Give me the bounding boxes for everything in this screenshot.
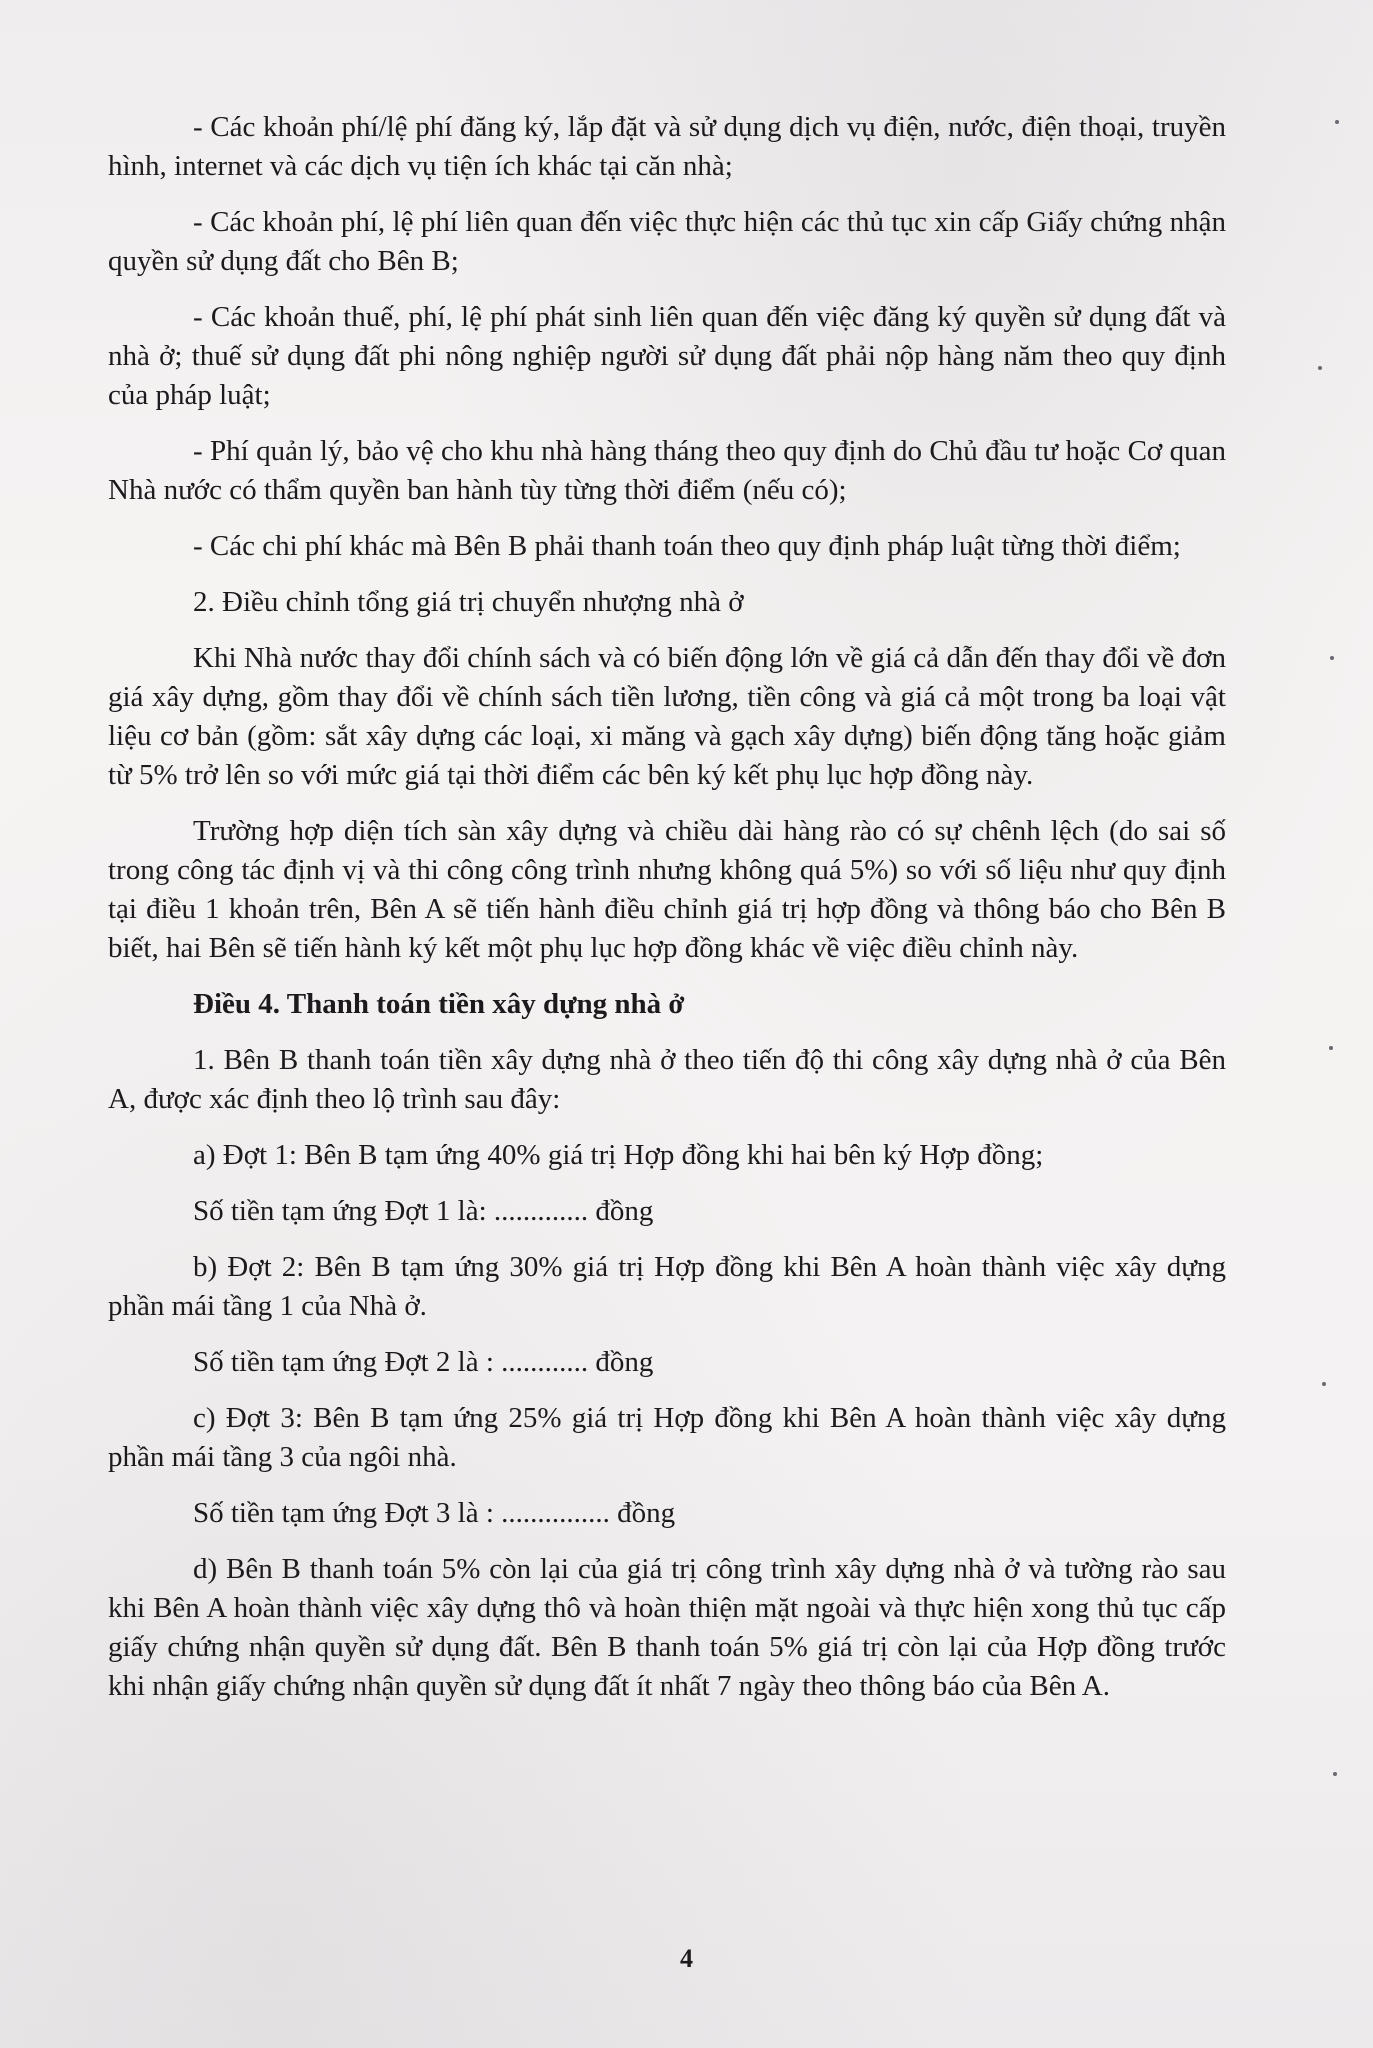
scan-speck	[1318, 366, 1322, 370]
paragraph-final-payment: d) Bên B thanh toán 5% còn lại của giá trị công trình xây dựng nhà ở và tường rào sau khi Bên A hoàn thành việc xây dựng thô và hoàn thiện mặt ngoài và thực hiện xong thủ tục cấp giấy chứng nhận quyền sử dụng đất. Bên B thanh toán 5% giá trị còn lại của Hợp đồng trước khi nhận giấy chứng nhận quyền sử dụng đất ít nhất 7 ngày theo thông báo của Bên A.	[108, 1553, 1226, 1702]
paragraph-other-costs: - Các chi phí khác mà Bên B phải thanh toán theo quy định pháp luật từng thời điểm;	[193, 530, 1181, 562]
scan-speck	[1330, 656, 1334, 660]
paragraph-installment-2: b) Đợt 2: Bên B tạm ứng 30% giá trị Hợp đồng khi Bên A hoàn thành việc xây dựng phần mái tầng 1 của Nhà ở.	[108, 1251, 1226, 1322]
paragraph-installment-1-amount: Số tiền tạm ứng Đợt 1 là: ............. đồng	[193, 1195, 654, 1227]
paragraph-installment-2-amount: Số tiền tạm ứng Đợt 2 là : ............ đồng	[193, 1346, 654, 1378]
paragraph-area-discrepancy: Trường hợp diện tích sàn xây dựng và chiều dài hàng rào có sự chênh lệch (do sai số trong công tác định vị và thi công công trình nhưng không quá 5%) so với số liệu như quy định tại điều 1 khoản trên, Bên A sẽ tiến hành điều chỉnh giá trị hợp đồng và thông báo cho Bên B biết, hai Bên sẽ tiến hành ký kết một phụ lục hợp đồng khác về việc điều chỉnh này.	[108, 815, 1226, 964]
paragraph-fee-land-certificate: - Các khoản phí, lệ phí liên quan đến việc thực hiện các thủ tục xin cấp Giấy chứng nhận quyền sử dụng đất cho Bên B;	[108, 206, 1226, 277]
scan-speck	[1322, 1382, 1326, 1386]
paragraph-fee-utilities: - Các khoản phí/lệ phí đăng ký, lắp đặt và sử dụng dịch vụ điện, nước, điện thoại, truyền hình, internet và các dịch vụ tiện ích khác tại căn nhà;	[108, 111, 1226, 182]
document-body	[108, 108, 1226, 1706]
page-number: 4	[680, 1944, 693, 1973]
paragraph-installment-1: a) Đợt 1: Bên B tạm ứng 40% giá trị Hợp đồng khi hai bên ký Hợp đồng;	[193, 1139, 1044, 1171]
paragraph-installment-3: c) Đợt 3: Bên B tạm ứng 25% giá trị Hợp đồng khi Bên A hoàn thành việc xây dựng phần mái tầng 3 của ngôi nhà.	[108, 1402, 1226, 1473]
scan-speck	[1333, 1772, 1337, 1776]
paragraph-payment-schedule: 1. Bên B thanh toán tiền xây dựng nhà ở theo tiến độ thi công xây dựng nhà ở của Bên A, được xác định theo lộ trình sau đây:	[108, 1044, 1226, 1115]
paragraph-policy-change: Khi Nhà nước thay đổi chính sách và có biến động lớn về giá cả dẫn đến thay đổi về đơn giá xây dựng, gồm thay đổi về chính sách tiền lương, tiền công và giá cả một trong ba loại vật liệu cơ bản (gồm: sắt xây dựng các loại, xi măng và gạch xây dựng) biến động tăng hoặc giảm từ 5% trở lên so với mức giá tại thời điểm các bên ký kết phụ lục hợp đồng này.	[108, 642, 1226, 791]
article-heading-payment: Điều 4. Thanh toán tiền xây dựng nhà ở	[193, 988, 685, 1020]
paragraph-tax-land-registration: - Các khoản thuế, phí, lệ phí phát sinh liên quan đến việc đăng ký quyền sử dụng đất và nhà ở; thuế sử dụng đất phi nông nghiệp người sử dụng đất phải nộp hàng năm theo quy định của pháp luật;	[108, 301, 1226, 411]
section-heading-price-adjustment: 2. Điều chỉnh tổng giá trị chuyển nhượng nhà ở	[193, 586, 744, 618]
paragraph-installment-3-amount: Số tiền tạm ứng Đợt 3 là : ............... đồng	[193, 1497, 676, 1529]
scan-speck	[1335, 120, 1339, 124]
paragraph-management-fee: - Phí quản lý, bảo vệ cho khu nhà hàng tháng theo quy định do Chủ đầu tư hoặc Cơ quan Nhà nước có thẩm quyền ban hành tùy từng thời điểm (nếu có);	[108, 435, 1226, 506]
scan-speck	[1329, 1046, 1333, 1050]
